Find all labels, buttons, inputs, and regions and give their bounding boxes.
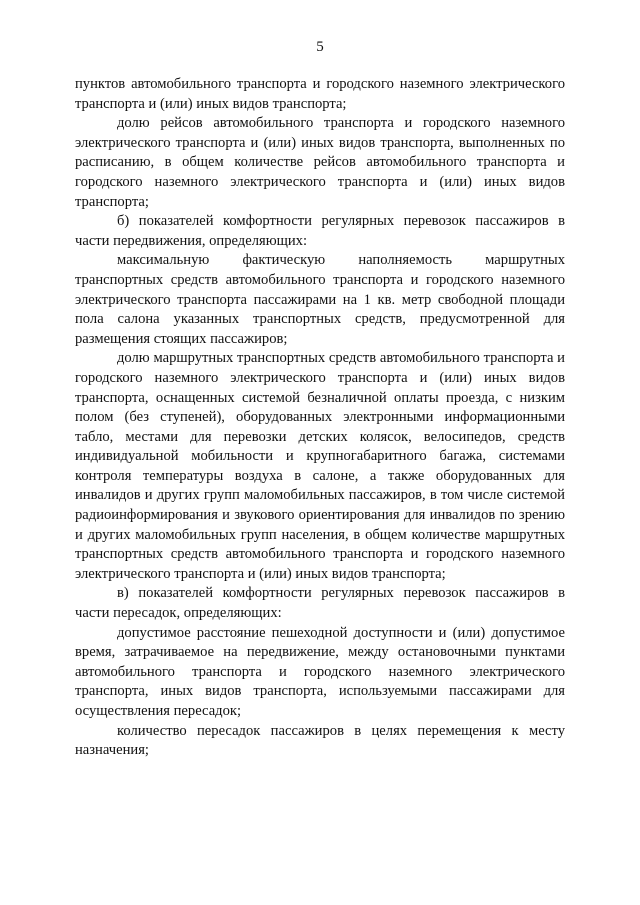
paragraph-max-occupancy: максимальную фактическую наполняемость маршрутных транспортных средств автомобильного транспорта и городского наземного электрического транспорта пассажирами на 1 кв. метр свободной площади пола салона указанных транспортных средств, предусмотренной для размещения стоящих пассажиров; [75, 252, 565, 347]
page-number: 5 [316, 39, 324, 55]
paragraph-share-of-trips: долю рейсов автомобильного транспорта и городского наземного электрического транспорта и (или) иных видов транспорта, выполненных по расписанию, в общем количестве рейсов автомобильного транспорта и городского наземного электрического транспорта и (или) иных видов транспорта; [75, 115, 565, 210]
paragraph-walking-distance: допустимое расстояние пешеходной доступности и (или) допустимое время, затрачиваемое на передвижение, между остановочными пунктами автомобильного транспорта и городского наземного электрического транспорта, иных видов транспорта, используемыми пассажирами для осуществления пересадок; [75, 624, 565, 719]
paragraph-item-b-heading: б) показателей комфортности регулярных перевозок пассажиров в части передвижения, определяющих: [75, 213, 565, 249]
paragraph-continuation: пунктов автомобильного транспорта и городского наземного электрического транспорта и (или) иных видов транспорта; [75, 76, 565, 112]
document-body [75, 75, 565, 761]
paragraph-transfer-count: количество пересадок пассажиров в целях перемещения к месту назначения; [75, 722, 565, 759]
paragraph-equipped-vehicles-share: долю маршрутных транспортных средств автомобильного транспорта и городского наземного электрического транспорта и (или) иных видов транспорта, оснащенных системой безналичной оплаты проезда, с низким полом (без ступеней), оборудованных электронными информационными табло, местами для перевозки детских колясок, велосипедов, средств индивидуальной мобильности и крупногабаритного багажа, системами контроля температуры воздуха в салоне, а также оборудованных для инвалидов и других групп маломобильных пассажиров, в том числе системой радиоинформирования и звукового ориентирования для инвалидов по зрению и других маломобильных групп населения, в общем количестве маршрутных транспортных средств автомобильного транспорта и городского наземного электрического транспорта и (или) иных видов транспорта; [75, 350, 565, 582]
paragraph-item-v-heading: в) показателей комфортности регулярных перевозок пассажиров в части пересадок, определяющих: [75, 585, 565, 622]
